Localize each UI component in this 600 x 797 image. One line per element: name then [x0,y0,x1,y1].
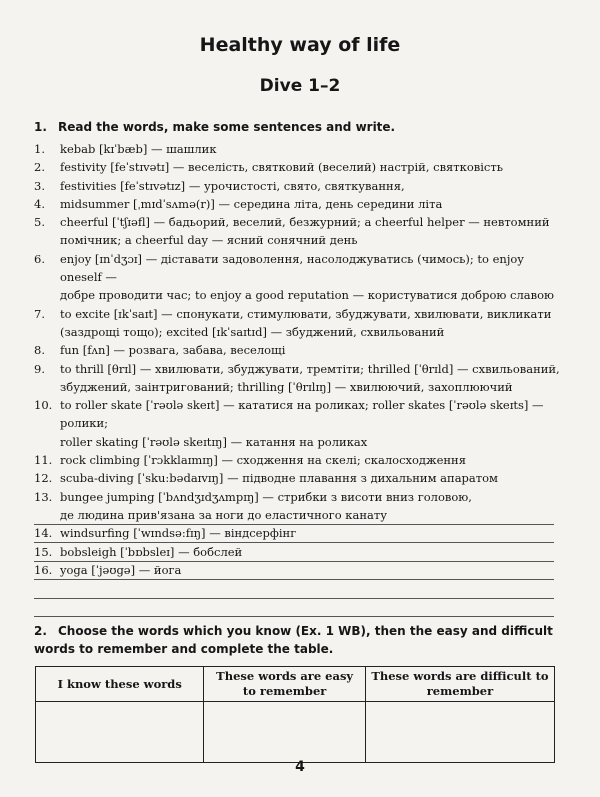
vocab-item-text [60,250,564,305]
task-1-text: Read the words, make some sentences and write. [58,120,396,134]
vocab-line: festivities [feˈstɪvətɪz] — урочистості, свято, святкування, [60,178,405,193]
vocab-item-text [60,213,564,250]
task-2-text: Choose the words which you know (Ex. 1 WB), then the easy and difficult words to remember and complete the table. [34,624,553,656]
vocab-item-number: 1. [34,142,45,156]
writing-line[interactable] [34,506,554,525]
vocab-line: rock climbing [ˈrɔkklaɪmɪŋ] — сходження на скелі; скалосходження [60,453,466,468]
vocab-line: збуджений, заінтригований; thrilling [ˈθrɪlɪŋ] — хвилюючий, захоплюючий [60,379,513,394]
vocab-item-number: 3. [34,178,45,193]
vocab-item-number: 13. [34,489,53,504]
vocab-item-number: 9. [34,361,45,376]
vocab-item-number: 12. [34,471,53,486]
vocab-line: to thrill [θrɪl] — хвилювати, збуджувати, тремтіти; thrilled [ˈθrɪld] — схвильований, [60,361,560,376]
vocab-line: to excite [ɪkˈsaɪt] — спонукати, стимулювати, збуджувати, хвилювати, викликати [60,306,552,321]
vocab-item-text [60,158,564,176]
vocab-item-text [60,195,564,213]
page-number: 4 [295,759,305,775]
vocab-item-text [60,305,564,342]
task-1-instruction [34,118,564,136]
vocab-line: to roller skate [ˈrəʊlə skeɪt] — кататися на роликах; roller skates [ˈrəʊlə skeɪts] — ролики; [60,398,544,431]
vocab-item-text [60,360,564,397]
table-header-known: I know these words [36,667,204,702]
vocab-item [34,195,564,213]
writing-lines[interactable] [34,506,554,617]
task-2-instruction [34,622,564,658]
vocab-line: yoga [ˈjəʊgə] — йога [60,562,182,577]
table-cell-known[interactable] [36,702,204,763]
table-cell-difficult[interactable] [365,702,554,763]
vocab-item-number: 8. [34,343,45,358]
vocab-item [34,140,564,158]
task-1-number: 1. [34,120,47,134]
vocab-line: cheerful [ˈtʃɪəfl] — бадьорий, веселий, безжурний; a cheerful helper — невтомний [60,215,550,230]
vocab-item-number: 5. [34,215,45,230]
vocab-line: kebab [kɪˈbæb] — шашлик [60,142,217,156]
vocab-line: bungee jumping [ˈbʌndʒɪdʒʌmpɪŋ] — стрибки з висоти вниз головою, [60,489,472,504]
vocab-line: добре проводити час; to enjoy a good reputation — користуватися доброю славою [60,288,555,303]
vocab-item-number: 7. [34,306,45,321]
vocab-line: bobsleigh [ˈbɒbsleɪ] — бобслей [60,544,243,559]
words-table [35,666,555,763]
vocab-item [34,341,564,359]
vocab-line: festivity [feˈstɪvətɪ] — веселість, святковий (веселий) настрій, святковість [60,160,503,175]
vocab-item-text [60,140,564,158]
vocab-line: fun [fʌn] — розвага, забава, веселощі [60,343,286,358]
writing-line[interactable] [34,543,554,562]
vocab-item [34,250,564,305]
vocab-item [34,158,564,176]
page-subtitle: Dive 1–2 [259,76,341,96]
vocab-item-text [60,396,564,451]
task-2-number: 2. [34,624,47,638]
vocab-item-number: 14. [34,526,53,541]
table-header-easy: These words are easy to remember [204,667,365,702]
vocab-line: де людина прив'язана за ноги до еластичного канату [60,507,387,522]
table-header-difficult: These words are difficult to remember [365,667,554,702]
vocab-item [34,213,564,250]
writing-line[interactable] [34,599,554,618]
vocab-line: scuba-diving [ˈsku:bədaɪvɪŋ] — підводне плавання з дихальним апаратом [60,471,498,486]
vocab-item-number: 2. [34,160,45,175]
vocab-item [34,451,564,469]
page-title: Healthy way of life [199,34,401,56]
vocab-item-number: 4. [34,196,45,211]
vocab-item-number: 15. [34,544,53,559]
vocab-item-number: 10. [34,398,53,413]
vocab-item [34,469,564,487]
vocab-item-number: 11. [34,453,53,468]
vocab-line: (заздрощі тощо); excited [ɪkˈsaɪtɪd] — збуджений, схвильований [60,324,445,339]
vocab-item [34,360,564,397]
vocab-line: enjoy [ɪnˈdʒɔɪ] — діставати задоволення, насолоджуватись (чимось); to enjoy oneself — [60,251,524,285]
vocab-item [34,177,564,195]
vocab-item-number: 16. [34,562,53,577]
table-cell-easy[interactable] [204,702,365,763]
writing-line[interactable] [34,580,554,599]
vocab-item [34,305,564,342]
vocab-item-number: 6. [34,251,45,266]
vocab-item-text [60,177,564,195]
vocab-item-text [60,341,564,359]
vocab-item [34,396,564,451]
vocab-item-text [60,451,564,469]
vocab-line: midsummer [ˌmɪdˈsʌmə(r)] — середина літа, день середини літа [60,196,443,211]
writing-line[interactable] [34,525,554,544]
vocab-line: помічник; a cheerful day — ясний сонячний день [60,233,358,248]
vocab-item-text [60,469,564,487]
vocab-line: roller skating [ˈrəʊlə skeɪtɪŋ] — катання на роликах [60,434,368,449]
writing-line[interactable] [34,562,554,581]
vocab-line: windsurfing [ˈwɪndsə:fɪŋ] — віндсерфінг [60,526,297,541]
